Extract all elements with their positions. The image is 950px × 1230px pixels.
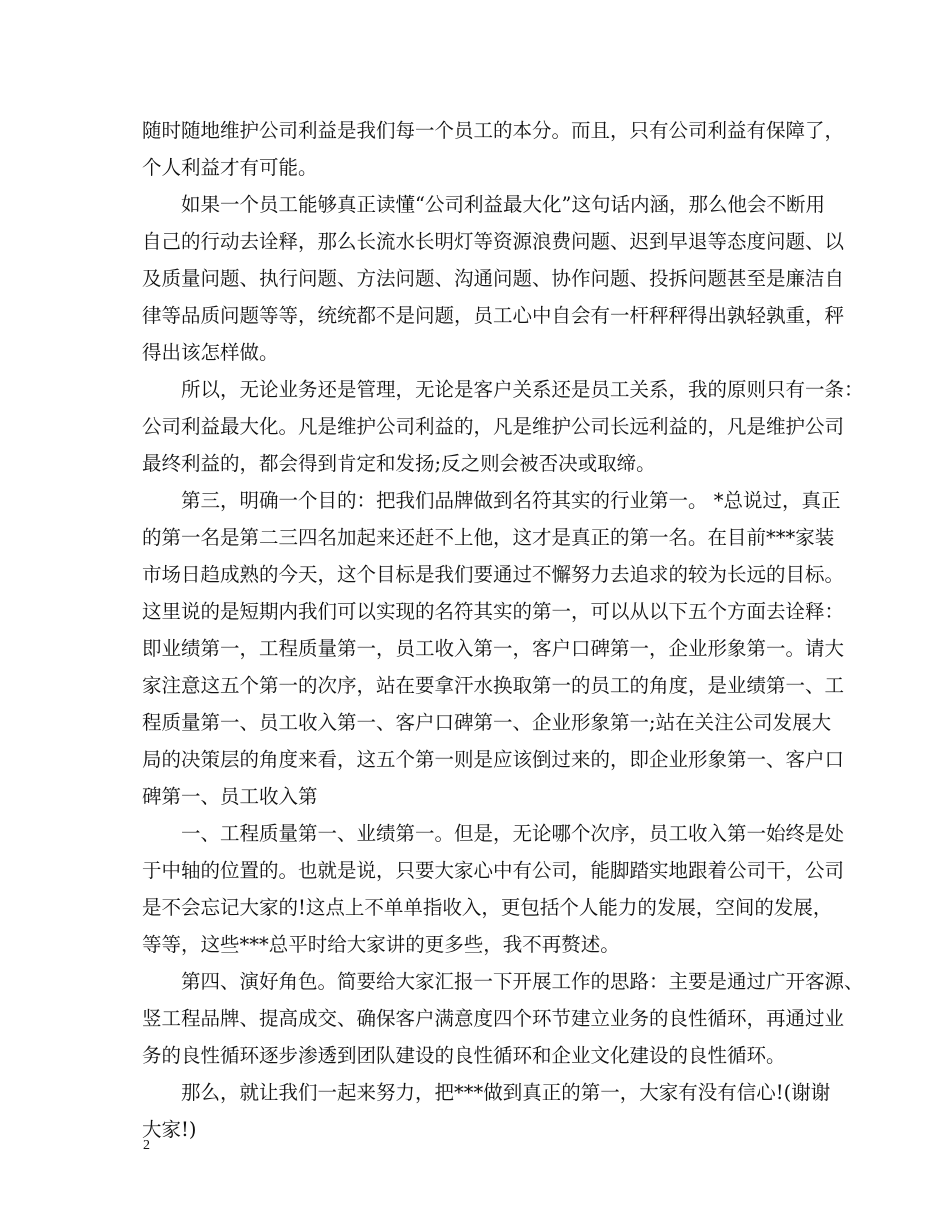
text-line: 自己的行动去诠释，那么长流水长明灯等资源浪费问题、迟到早退等态度问题、以 — [142, 230, 845, 253]
text-line: 务的良性循环逐步渗透到团队建设的良性循环和企业文化建设的良性循环。 — [142, 1044, 786, 1067]
page-number: 2 — [143, 1138, 150, 1153]
text-line: 及质量问题、执行问题、方法问题、沟通问题、协作问题、投拆问题甚至是廉洁自 — [142, 267, 845, 290]
text-line: 一、工程质量第一、业绩第一。但是，无论哪个次序，员工收入第一始终是处 — [181, 822, 845, 845]
text-line: 最终利益的，都会得到肯定和发扬;反之则会被否决或取缔。 — [142, 452, 656, 475]
text-line: 市场日趋成熟的今天，这个目标是我们要通过不懈努力去追求的较为长远的目标。 — [142, 563, 845, 586]
text-line: 即业绩第一，工程质量第一，员工收入第一，客户口碑第一，企业形象第一。请大 — [142, 637, 845, 660]
text-line: 于中轴的位置的。也就是说，只要大家心中有公司，能脚踏实地跟着公司干，公司 — [142, 859, 845, 882]
text-line: 等等，这些***总平时给大家讲的更多些，我不再赘述。 — [142, 933, 620, 956]
text-line: 第四、演好角色。简要给大家汇报一下开展工作的思路：主要是通过广开客源、 — [181, 970, 864, 993]
document-body — [142, 112, 864, 1148]
text-line: 律等品质问题等等，统统都不是问题，员工心中自会有一杆秤秤得出孰轻孰重，秤 — [142, 304, 845, 327]
text-line: 个人利益才有可能。 — [142, 156, 318, 179]
text-line: 是不会忘记大家的!这点上不单单指收入，更包括个人能力的发展，空间的发展， — [142, 896, 833, 919]
text-line: 大家!) — [142, 1118, 197, 1141]
text-line: 局的决策层的角度来看，这五个第一则是应该倒过来的，即企业形象第一、客户口 — [142, 748, 845, 771]
text-line: 竖工程品牌、提高成交、确保客户满意度四个环节建立业务的良性循环，再通过业 — [142, 1007, 845, 1030]
text-line: 随时随地维护公司利益是我们每一个员工的本分。而且，只有公司利益有保障了， — [142, 119, 845, 142]
text-line: 家注意这五个第一的次序，站在要拿汗水换取第一的员工的角度，是业绩第一、工 — [142, 674, 845, 697]
text-line: 所以，无论业务还是管理，无论是客户关系还是员工关系，我的原则只有一条： — [181, 378, 864, 401]
text-line: 的第一名是第二三四名加起来还赶不上他，这才是真正的第一名。在目前***家装 — [142, 526, 835, 549]
text-line: 这里说的是短期内我们可以实现的名符其实的第一，可以从以下五个方面去诠释： — [142, 600, 845, 623]
text-line: 公司利益最大化。凡是维护公司利益的，凡是维护公司长远利益的，凡是维护公司 — [142, 415, 845, 438]
text-line: 程质量第一、员工收入第一、客户口碑第一、企业形象第一;站在关注公司发展大 — [142, 711, 832, 734]
text-line: 第三，明确一个目的：把我们品牌做到名符其实的行业第一。 *总说过，真正 — [181, 489, 841, 512]
text-line: 碑第一、员工收入第 — [142, 785, 318, 808]
text-line: 如果一个员工能够真正读懂“公司利益最大化”这句话内涵，那么他会不断用 — [181, 193, 825, 216]
text-line: 那么，就让我们一起来努力，把***做到真正的第一，大家有没有信心!(谢谢 — [181, 1081, 831, 1104]
text-line: 得出该怎样做。 — [142, 341, 279, 364]
